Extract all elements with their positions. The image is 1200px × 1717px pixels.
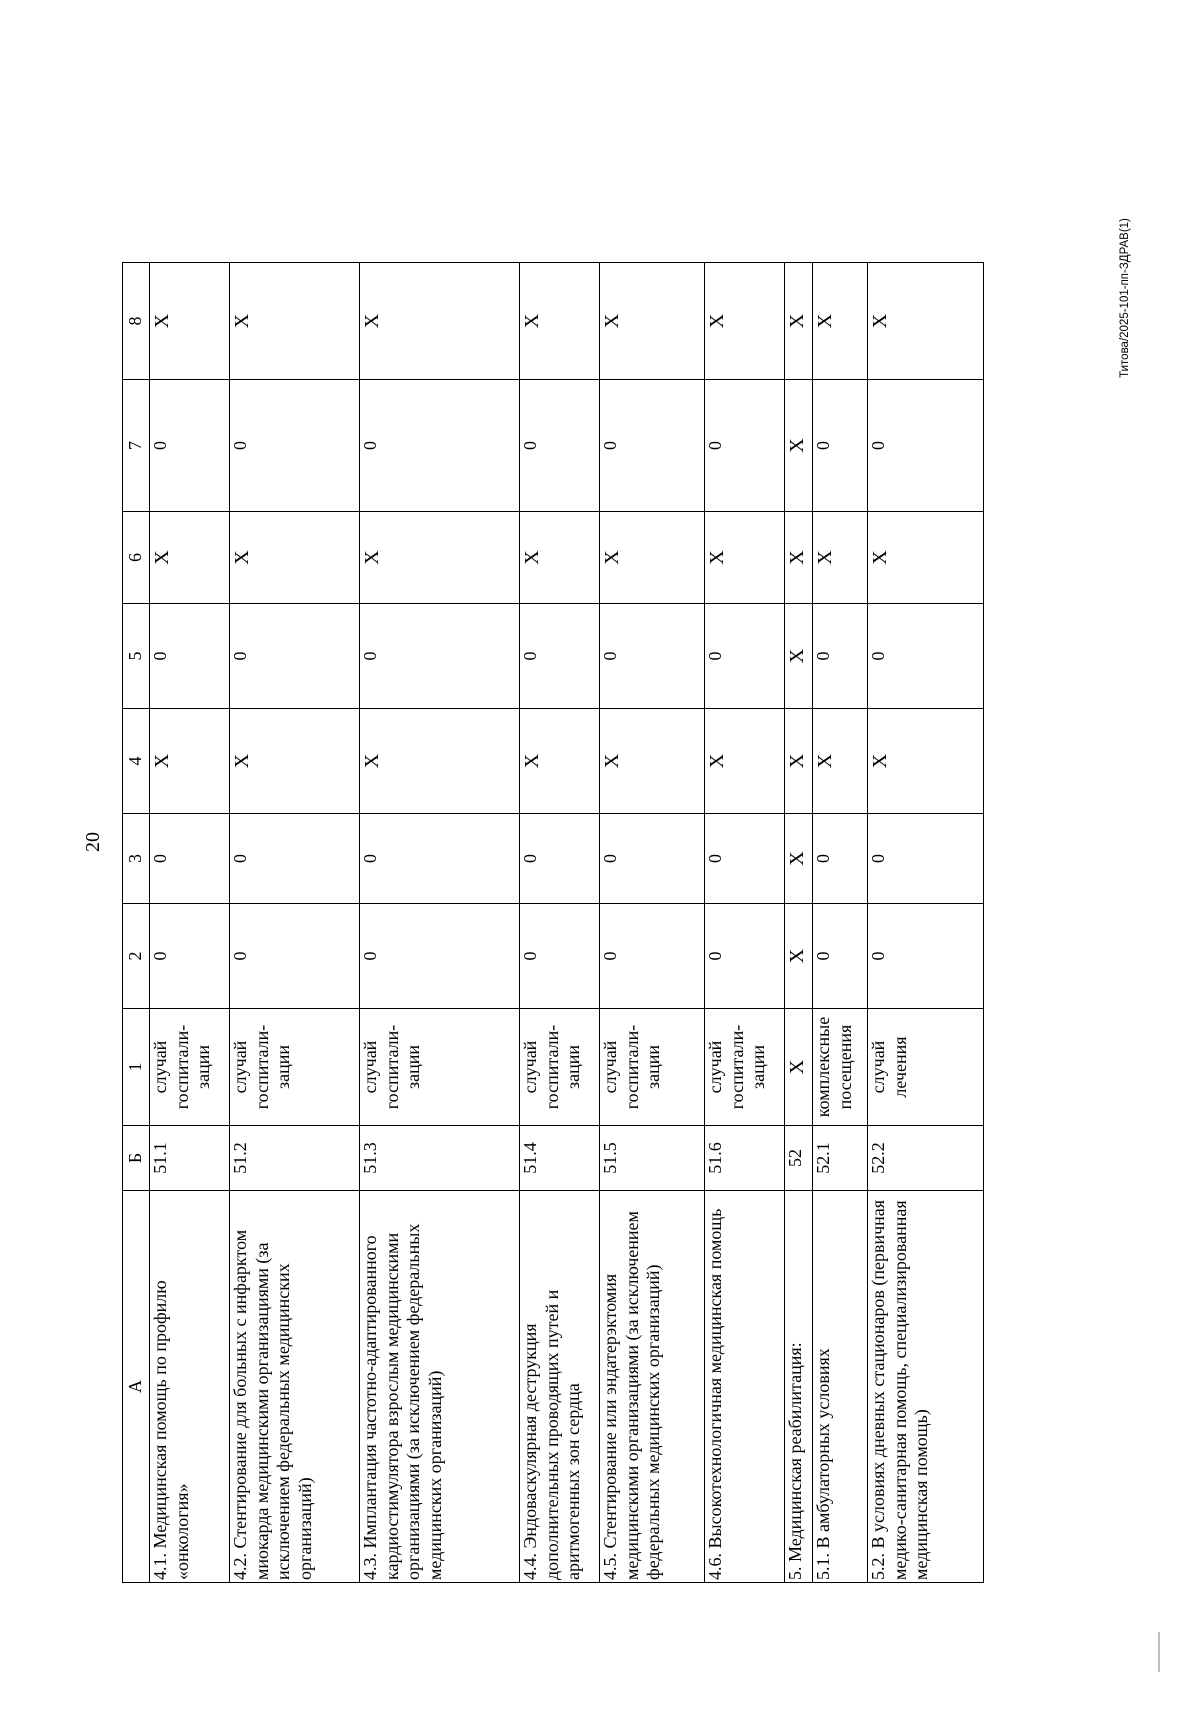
value-cell: Х bbox=[705, 709, 785, 814]
row-unit: случай госпитали-зации bbox=[230, 1009, 360, 1126]
value-cell: Х bbox=[150, 263, 230, 380]
row-name: 4.3. Имплантация частотно-адаптированного кардиостимулятора взрослым медицинскими организациями (за исключением федеральных медицинских организаций) bbox=[360, 1191, 520, 1583]
value-cell: 0 bbox=[600, 604, 705, 709]
value-cell: 0 bbox=[230, 380, 360, 512]
value-cell: Х bbox=[705, 263, 785, 380]
value-cell: 0 bbox=[868, 604, 984, 709]
row-name: 5. Медицинская реабилитация: bbox=[785, 1191, 813, 1583]
row-unit: случай госпитали-зации bbox=[360, 1009, 520, 1126]
value-cell: Х bbox=[785, 263, 813, 380]
value-cell: 0 bbox=[600, 814, 705, 904]
row-code: 52.2 bbox=[868, 1126, 984, 1191]
row-unit: случай госпитали-зации bbox=[150, 1009, 230, 1126]
value-cell: 0 bbox=[360, 814, 520, 904]
row-name: 5.1. В амбулаторных условиях bbox=[813, 1191, 868, 1583]
value-cell: Х bbox=[785, 904, 813, 1009]
data-table bbox=[122, 262, 984, 1583]
col-header-1: 1 bbox=[123, 1009, 150, 1126]
page-number: 20 bbox=[82, 832, 104, 852]
value-cell: Х bbox=[230, 709, 360, 814]
row-code: 51.1 bbox=[150, 1126, 230, 1191]
value-cell: 0 bbox=[520, 904, 600, 1009]
value-cell: 0 bbox=[868, 380, 984, 512]
value-cell: Х bbox=[150, 709, 230, 814]
value-cell: 0 bbox=[150, 814, 230, 904]
col-header-8: 8 bbox=[123, 263, 150, 380]
value-cell: 0 bbox=[600, 904, 705, 1009]
value-cell: Х bbox=[785, 814, 813, 904]
row-code: 51.5 bbox=[600, 1126, 705, 1191]
value-cell: Х bbox=[868, 512, 984, 604]
row-code: 51.6 bbox=[705, 1126, 785, 1191]
value-cell: Х bbox=[813, 263, 868, 380]
value-cell: 0 bbox=[150, 904, 230, 1009]
row-unit: случай госпитали-зации bbox=[705, 1009, 785, 1126]
row-unit: Х bbox=[785, 1009, 813, 1126]
row-code: 51.3 bbox=[360, 1126, 520, 1191]
value-cell: Х bbox=[230, 512, 360, 604]
value-cell: 0 bbox=[705, 904, 785, 1009]
row-name: 4.1. Медицинская помощь по профилю «онкология» bbox=[150, 1191, 230, 1583]
table-row bbox=[150, 263, 230, 1583]
col-header-4: 4 bbox=[123, 709, 150, 814]
value-cell: Х bbox=[520, 709, 600, 814]
value-cell: 0 bbox=[813, 904, 868, 1009]
row-unit: случай лечения bbox=[868, 1009, 984, 1126]
value-cell: 0 bbox=[230, 814, 360, 904]
value-cell: Х bbox=[150, 512, 230, 604]
value-cell: 0 bbox=[705, 604, 785, 709]
document-id: Титова/2025-101-пп-ЗДРАВ(1) bbox=[1119, 218, 1131, 378]
value-cell: Х bbox=[868, 709, 984, 814]
value-cell: 0 bbox=[813, 380, 868, 512]
value-cell: 0 bbox=[230, 604, 360, 709]
value-cell: Х bbox=[360, 512, 520, 604]
value-cell: Х bbox=[785, 604, 813, 709]
value-cell: 0 bbox=[360, 604, 520, 709]
value-cell: 0 bbox=[705, 814, 785, 904]
row-name: 4.2. Стентирование для больных с инфарктом миокарда медицинскими организациями (за исключением федеральных медицинских организаций) bbox=[230, 1191, 360, 1583]
value-cell: 0 bbox=[520, 814, 600, 904]
row-name: 4.6. Высокотехнологичная медицинская помощь bbox=[705, 1191, 785, 1583]
value-cell: Х bbox=[360, 263, 520, 380]
table-row bbox=[360, 263, 520, 1583]
value-cell: 0 bbox=[360, 904, 520, 1009]
row-code: 52.1 bbox=[813, 1126, 868, 1191]
value-cell: Х bbox=[868, 263, 984, 380]
value-cell: 0 bbox=[600, 380, 705, 512]
value-cell: 0 bbox=[868, 814, 984, 904]
row-unit: комплексные посещения bbox=[813, 1009, 868, 1126]
value-cell: 0 bbox=[705, 380, 785, 512]
col-header-6: 6 bbox=[123, 512, 150, 604]
row-name: 4.4. Эндоваскулярная деструкция дополнительных проводящих путей и аритмогенных зон сердца bbox=[520, 1191, 600, 1583]
value-cell: 0 bbox=[813, 814, 868, 904]
value-cell: 0 bbox=[150, 604, 230, 709]
table-row bbox=[785, 263, 813, 1583]
value-cell: Х bbox=[520, 263, 600, 380]
value-cell: 0 bbox=[813, 604, 868, 709]
row-unit: случай госпитали-зации bbox=[520, 1009, 600, 1126]
value-cell: 0 bbox=[230, 904, 360, 1009]
value-cell: Х bbox=[813, 512, 868, 604]
value-cell: 0 bbox=[868, 904, 984, 1009]
value-cell: Х bbox=[785, 380, 813, 512]
value-cell: Х bbox=[705, 512, 785, 604]
value-cell: Х bbox=[520, 512, 600, 604]
col-header-2: 2 bbox=[123, 904, 150, 1009]
col-header-3: 3 bbox=[123, 814, 150, 904]
data-table-rotated bbox=[122, 263, 982, 1583]
row-code: 51.2 bbox=[230, 1126, 360, 1191]
row-name: 5.2. В условиях дневных стационаров (первичная медико-санитарная помощь, специализированная медицинская помощь) bbox=[868, 1191, 984, 1583]
value-cell: Х bbox=[230, 263, 360, 380]
value-cell: Х bbox=[600, 512, 705, 604]
value-cell: 0 bbox=[520, 604, 600, 709]
row-unit: случай госпитали-зации bbox=[600, 1009, 705, 1126]
value-cell: Х bbox=[813, 709, 868, 814]
row-code: 52 bbox=[785, 1126, 813, 1191]
col-header-b: Б bbox=[123, 1126, 150, 1191]
value-cell: Х bbox=[360, 709, 520, 814]
table-row bbox=[868, 263, 984, 1583]
row-name: 4.5. Стентирование или эндатерэктомия медицинскими организациями (за исключением федеральных медицинских организаций) bbox=[600, 1191, 705, 1583]
row-code: 51.4 bbox=[520, 1126, 600, 1191]
value-cell: 0 bbox=[360, 380, 520, 512]
col-header-5: 5 bbox=[123, 604, 150, 709]
value-cell: 0 bbox=[150, 380, 230, 512]
value-cell: Х bbox=[785, 512, 813, 604]
table-row bbox=[705, 263, 785, 1583]
table-row bbox=[813, 263, 868, 1583]
value-cell: Х bbox=[600, 709, 705, 814]
table-row bbox=[600, 263, 705, 1583]
table-header-row bbox=[123, 263, 150, 1583]
col-header-a: А bbox=[123, 1191, 150, 1583]
table-row bbox=[520, 263, 600, 1583]
value-cell: Х bbox=[785, 709, 813, 814]
scan-edge-mark bbox=[1158, 1632, 1160, 1672]
value-cell: 0 bbox=[520, 380, 600, 512]
col-header-7: 7 bbox=[123, 380, 150, 512]
table-row bbox=[230, 263, 360, 1583]
value-cell: Х bbox=[600, 263, 705, 380]
